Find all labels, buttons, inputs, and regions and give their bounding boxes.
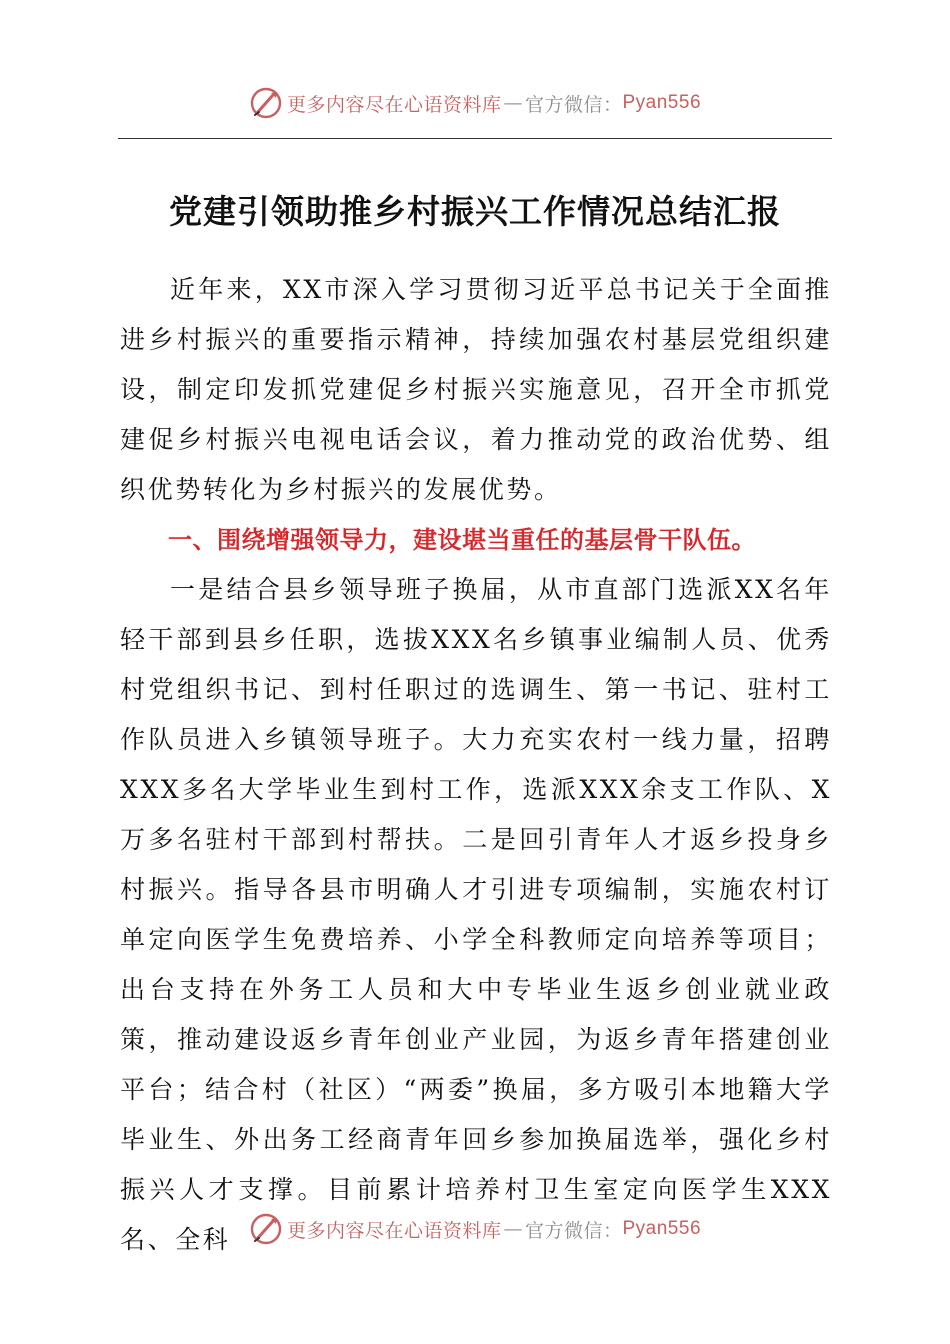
section-heading-1: 一、围绕增强领导力，建设堪当重任的基层骨干队伍。 [168, 526, 756, 554]
watermark-text: 更多内容尽在心语资料库 [286, 1219, 502, 1242]
pen-logo-icon [249, 86, 283, 120]
watermark-separator: — [503, 1218, 523, 1240]
watermark-separator: — [503, 92, 523, 114]
section-1-paragraph: 一是结合县乡领导班子换届，从市直部门选派XX名年轻干部到县乡任职，选拔XXX名乡镇事业编制人员、优秀村党组织书记、到村任职过的选调生、第一书记、驻村工作队员进入乡镇领导班子。大力充实农村一线力量，招聘XXX多名大学毕业生到村工作，选派XXX余支工作队、X万多名驻村干部到村帮扶。二是回引青年人才返乡投身乡村振兴。指导各县市明确人才引进专项编制，实施农村订单定向医学生免费培养、小学全科教师定向培养等项目；出台支持在外务工人员和大中专毕业生返乡创业就业政策，推动建设返乡青年创业产业园，为返乡青年搭建创业平台；结合村（社区）“两委”换届，多方吸引本地籍大学毕业生、外出务工经商青年回乡参加换届选举，强化乡村振兴人才支撑。目前累计培养村卫生室定向医学生XXX名、全科 [120, 575, 832, 1254]
pen-logo-icon [249, 1212, 283, 1246]
watermark-wechat-id: Pyan556 [622, 1218, 702, 1239]
header-watermark [0, 86, 950, 120]
header-divider [118, 138, 832, 139]
watermark-wechat-label: 官方微信： [524, 1219, 623, 1242]
footer-watermark [0, 1212, 950, 1246]
document-body [120, 265, 832, 1265]
watermark-text: 更多内容尽在心语资料库 [286, 93, 502, 116]
watermark-wechat-id: Pyan556 [622, 92, 702, 113]
document-title: 党建引领助推乡村振兴工作情况总结汇报 [169, 192, 781, 231]
watermark-wechat-label: 官方微信： [524, 93, 623, 116]
intro-paragraph: 近年来，XX市深入学习贯彻习近平总书记关于全面推进乡村振兴的重要指示精神，持续加强农村基层党组织建设，制定印发抓党建促乡村振兴实施意见，召开全市抓党建促乡村振兴电视电话会议，着力推动党的政治优势、组织优势转化为乡村振兴的发展优势。 [120, 275, 832, 504]
